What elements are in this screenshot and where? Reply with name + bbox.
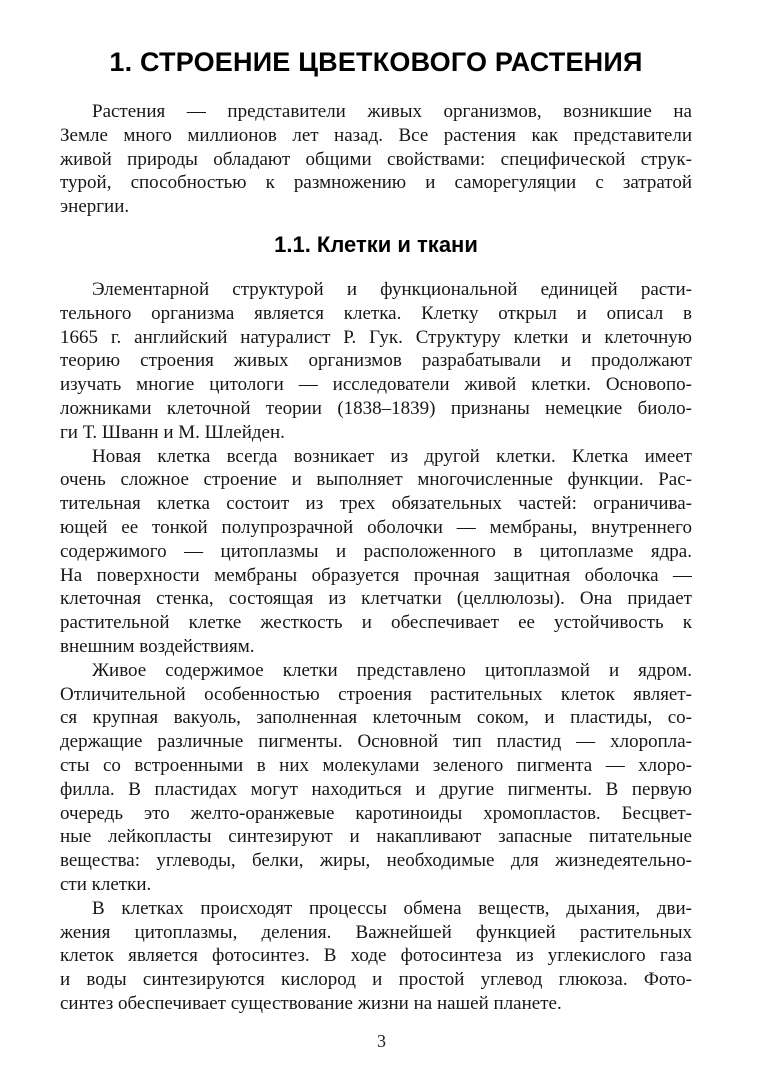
text-line: клеток является фотосинтез. В ходе фотосинтеза из углекислого газа bbox=[60, 945, 692, 967]
text-line: ные лейкопласты синтезируют и накапливают запасные питательные bbox=[60, 826, 692, 848]
text-line: держащие различные пигменты. Основной тип пластид — хлоропла- bbox=[60, 731, 692, 753]
text-line: тительная клетка состоит из трех обязательных частей: ограничива- bbox=[60, 493, 692, 515]
text-line: турой, способностью к размножению и саморегуляции с затратой bbox=[60, 172, 692, 194]
text-line: Живое содержимое клетки представлено цитоплазмой и ядром. bbox=[92, 659, 692, 681]
text-line: 1665 г. английский натуралист Р. Гук. Структуру клетки и клеточную bbox=[60, 326, 692, 348]
text-line: растительной клетке жесткость и обеспечивает ее устойчивость к bbox=[60, 612, 692, 634]
text-line: изучать многие цитологи — исследователи живой клетки. Основопо- bbox=[60, 374, 692, 396]
text-line: В клетках происходят процессы обмена веществ, дыхания, дви- bbox=[92, 897, 692, 919]
text-line: клеточная стенка, состоящая из клетчатки (целлюлозы). Она придает bbox=[60, 588, 692, 610]
text-line: сти клетки. bbox=[60, 873, 152, 895]
section-title: 1.1. Клетки и ткани bbox=[274, 231, 478, 257]
text-line: На поверхности мембраны образуется прочная защитная оболочка — bbox=[60, 564, 692, 586]
text-line: синтез обеспечивает существование жизни на нашей планете. bbox=[60, 992, 562, 1014]
text-line: внешним воздействиям. bbox=[60, 635, 255, 657]
paragraph bbox=[60, 897, 692, 1016]
text-line: Земле много миллионов лет назад. Все растения как представители bbox=[60, 124, 692, 146]
paragraph bbox=[60, 278, 692, 445]
page-number: 3 bbox=[377, 1031, 386, 1051]
text-line: очередь это желто-оранжевые каротиноиды хромопластов. Бесцвет- bbox=[60, 802, 692, 824]
text-line: и воды синтезируются кислород и простой углевод глюкоза. Фото- bbox=[60, 969, 692, 991]
text-line: Элементарной структурой и функциональной единицей расти- bbox=[92, 278, 692, 300]
paragraph bbox=[60, 659, 692, 897]
text-line: ющей ее тонкой полупрозрачной оболочки — мембраны, внутреннего bbox=[60, 516, 692, 538]
text-line: Отличительной особенностью строения растительных клеток являет- bbox=[60, 683, 692, 705]
text-line: Растения — представители живых организмов, возникшие на bbox=[92, 101, 692, 122]
text-line: энергии. bbox=[60, 196, 130, 218]
text-line: ложниками клеточной теории (1838–1839) признаны немецкие биоло- bbox=[60, 397, 692, 419]
section-paragraphs bbox=[60, 278, 692, 1016]
paragraph bbox=[60, 100, 692, 219]
text-line: ги Т. Шванн и М. Шлейден. bbox=[60, 421, 285, 443]
text-line: филла. В пластидах могут находиться и другие пигменты. В первую bbox=[60, 778, 692, 800]
text-line: очень сложное строение и выполняет многочисленные функции. Рас- bbox=[60, 469, 692, 491]
text-line: ся крупная вакуоль, заполненная клеточным соком, и пластиды, со- bbox=[60, 707, 692, 729]
text-line: сты со встроенными в них молекулами зеленого пигмента — хлоро- bbox=[60, 754, 692, 776]
text-line: вещества: углеводы, белки, жиры, необходимые для жизнедеятельно- bbox=[60, 850, 692, 872]
text-line: тельного организма является клетка. Клетку открыл и описал в bbox=[60, 302, 692, 324]
intro-paragraphs bbox=[60, 100, 692, 219]
text-line: Новая клетка всегда возникает из другой клетки. Клетка имеет bbox=[92, 445, 692, 467]
text-line: жения цитоплазмы, деления. Важнейшей функцией растительных bbox=[60, 921, 692, 943]
chapter-title: 1. СТРОЕНИЕ ЦВЕТКОВОГО РАСТЕНИЯ bbox=[109, 47, 643, 77]
text-line: теорию строения живых организмов разрабатывали и продолжают bbox=[60, 350, 692, 372]
paragraph bbox=[60, 445, 692, 659]
text-line: содержимого — цитоплазмы и расположенного в цитоплазме ядра. bbox=[60, 540, 692, 562]
text-line: живой природы обладают общими свойствами: специфической струк- bbox=[60, 148, 692, 170]
